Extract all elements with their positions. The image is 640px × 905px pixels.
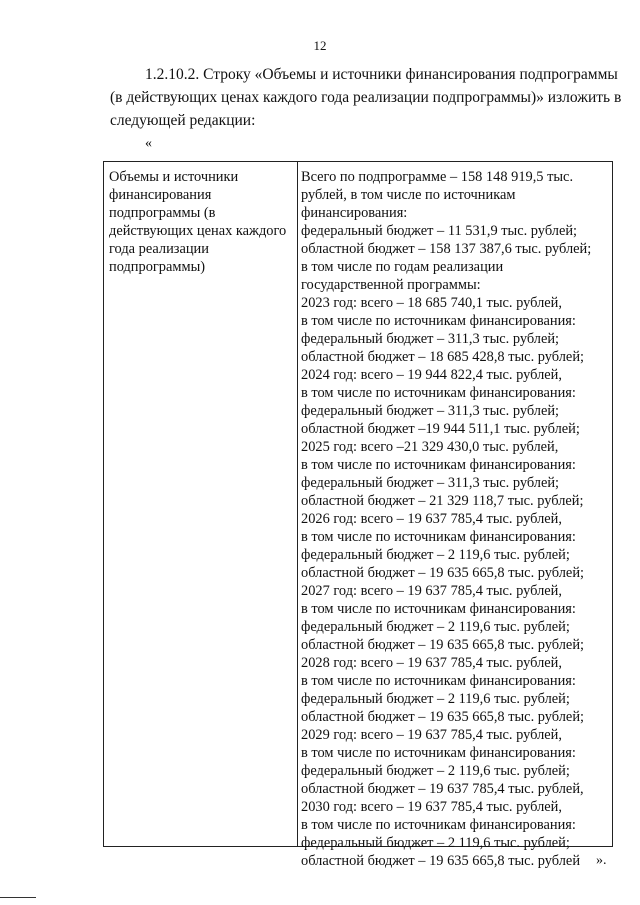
value-line: федеральный бюджет – 311,3 тыс. рублей; [301,331,560,347]
value-line: 2030 год: всего – 19 637 785,4 тыс. рублей, [301,799,562,815]
value-line: федеральный бюджет – 2 119,6 тыс. рублей; [301,763,570,779]
value-line: областной бюджет – 19 635 665,8 тыс. рублей; [301,565,585,581]
label-line: действующих ценах каждого [109,223,287,239]
value-line: в том числе по источникам финансирования: [301,529,576,545]
value-line: федеральный бюджет – 2 119,6 тыс. рублей; [301,547,570,563]
label-line: финансирования [109,187,212,203]
value-line: областной бюджет – 18 685 428,8 тыс. рублей; [301,349,585,365]
value-line: 2027 год: всего – 19 637 785,4 тыс. рублей, [301,583,562,599]
value-line: областной бюджет – 19 635 665,8 тыс. рублей [301,853,581,869]
value-line: Всего по подпрограмме – 158 148 919,5 тыс. [301,169,574,185]
value-line: федеральный бюджет – 11 531,9 тыс. рублей; [301,223,578,239]
value-line: 2029 год: всего – 19 637 785,4 тыс. рублей, [301,727,562,743]
close-quote: ». [596,853,607,868]
label-line: подпрограммы (в [109,205,216,221]
value-line: в том числе по источникам финансирования: [301,601,576,617]
page-number: 12 [313,38,327,53]
footer-rule [0,897,36,898]
intro-line: 1.2.10.2. Строку «Объемы и источники финансирования подпрограммы [145,66,618,83]
value-line: в том числе по источникам финансирования: [301,313,576,329]
value-line: в том числе по источникам финансирования: [301,673,576,689]
value-line: областной бюджет – 158 137 387,6 тыс. рублей; [301,241,592,257]
value-line: в том числе по источникам финансирования: [301,817,576,833]
table-label-cell [104,162,298,846]
value-line: областной бюджет – 19 635 665,8 тыс. рублей; [301,709,585,725]
value-line: федеральный бюджет – 2 119,6 тыс. рублей; [301,691,570,707]
value-line: областной бюджет – 21 329 118,7 тыс. рублей; [301,493,584,509]
value-line: областной бюджет –19 944 511,1 тыс. рублей; [301,421,580,437]
value-line: областной бюджет – 19 637 785,4 тыс. рублей, [301,781,584,797]
value-line: 2025 год: всего –21 329 430,0 тыс. рублей, [301,439,559,455]
intro-line: (в действующих ценах каждого года реализации подпрограммы)» изложить в [110,89,622,106]
label-line: подпрограммы) [109,259,206,275]
value-line: федеральный бюджет – 311,3 тыс. рублей; [301,475,560,491]
value-line: федеральный бюджет – 2 119,6 тыс. рублей; [301,619,570,635]
value-line: в том числе по источникам финансирования: [301,745,576,761]
funding-table [103,161,613,869]
table-value-cell [298,162,612,869]
value-line: 2028 год: всего – 19 637 785,4 тыс. рублей, [301,655,562,671]
value-line: 2026 год: всего – 19 637 785,4 тыс. рублей, [301,511,562,527]
open-quote: « [145,136,152,151]
label-line: Объемы и источники [109,169,239,185]
value-line: в том числе по источникам финансирования: [301,457,576,473]
label-line: года реализации [109,241,209,257]
intro-paragraph [110,63,622,132]
value-line: финансирования: [301,205,408,221]
value-line: государственной программы: [301,277,481,293]
intro-line: следующей редакции: [110,112,256,129]
value-line: федеральный бюджет – 311,3 тыс. рублей; [301,403,560,419]
value-line: областной бюджет – 19 635 665,8 тыс. рублей; [301,637,585,653]
value-line: 2023 год: всего – 18 685 740,1 тыс. рублей, [301,295,562,311]
value-line: в том числе по годам реализации [301,259,504,275]
value-line: в том числе по источникам финансирования: [301,385,576,401]
value-line: федеральный бюджет – 2 119,6 тыс. рублей; [301,835,570,851]
value-line: рублей, в том числе по источникам [301,187,516,203]
value-line: 2024 год: всего – 19 944 822,4 тыс. рублей, [301,367,562,383]
